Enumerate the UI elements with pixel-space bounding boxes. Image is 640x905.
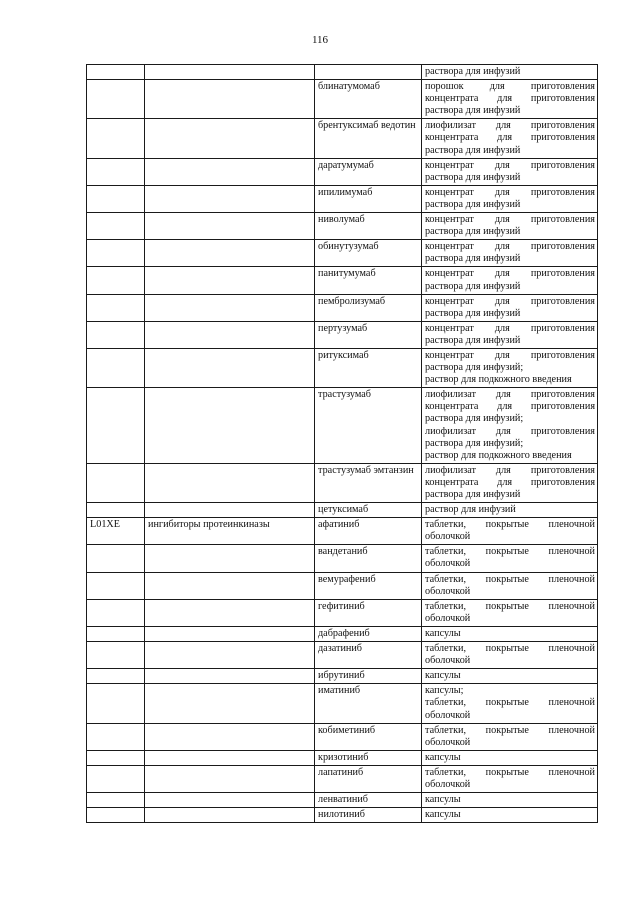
drug-name-cell: ленватиниб <box>315 793 422 808</box>
drug-name-cell: ритуксимаб <box>315 348 422 387</box>
dosage-form-cell: концентрат для приготовления раствора для инфузий <box>422 321 598 348</box>
dosage-form-cell: капсулы <box>422 669 598 684</box>
drug-name-cell: кризотиниб <box>315 750 422 765</box>
drug-name-cell: блинатумомаб <box>315 80 422 119</box>
group-name-cell <box>145 267 315 294</box>
drug-name-cell: панитумумаб <box>315 267 422 294</box>
drug-name-cell: дабрафениб <box>315 626 422 641</box>
atc-code-cell <box>87 765 145 792</box>
dosage-form-cell: раствора для инфузий <box>422 65 598 80</box>
atc-code-cell <box>87 669 145 684</box>
group-name-cell <box>145 669 315 684</box>
dosage-form-cell: лиофилизат для приготовления концентрата для приготовления раствора для инфузий <box>422 119 598 158</box>
dosage-form-cell: таблетки, покрытые пленочной оболочкой <box>422 765 598 792</box>
group-name-cell <box>145 213 315 240</box>
dosage-form-cell: раствор для инфузий <box>422 503 598 518</box>
drug-table <box>86 64 598 823</box>
dosage-form-cell: таблетки, покрытые пленочной оболочкой <box>422 572 598 599</box>
table-row <box>87 765 598 792</box>
atc-code-cell <box>87 65 145 80</box>
dosage-form-cell: капсулы <box>422 626 598 641</box>
dosage-form-cell: таблетки, покрытые пленочной оболочкой <box>422 518 598 545</box>
atc-code-cell <box>87 503 145 518</box>
dosage-form-cell: лиофилизат для приготовления концентрата для приготовления раствора для инфузий; лиофилизат для приготовления раствора для инфузий; раствор для подкожного введения <box>422 388 598 464</box>
atc-code-cell <box>87 750 145 765</box>
table-row <box>87 669 598 684</box>
dosage-form-cell: таблетки, покрытые пленочной оболочкой <box>422 599 598 626</box>
table-row <box>87 545 598 572</box>
table-row <box>87 723 598 750</box>
atc-code-cell <box>87 626 145 641</box>
atc-code-cell <box>87 240 145 267</box>
drug-name-cell: брентуксимаб ведотин <box>315 119 422 158</box>
group-name-cell <box>145 119 315 158</box>
table-row <box>87 518 598 545</box>
drug-name-cell: пембролизумаб <box>315 294 422 321</box>
drug-name-cell: ипилимумаб <box>315 185 422 212</box>
dosage-form-cell: концентрат для приготовления раствора для инфузий <box>422 240 598 267</box>
table-row <box>87 158 598 185</box>
table-row <box>87 185 598 212</box>
table-row <box>87 388 598 464</box>
group-name-cell <box>145 684 315 723</box>
atc-code-cell <box>87 158 145 185</box>
table-body <box>87 65 598 823</box>
atc-code-cell <box>87 267 145 294</box>
group-name-cell <box>145 793 315 808</box>
drug-name-cell: афатиниб <box>315 518 422 545</box>
drug-name-cell: ниволумаб <box>315 213 422 240</box>
dosage-form-cell: капсулы <box>422 793 598 808</box>
atc-code-cell <box>87 599 145 626</box>
group-name-cell <box>145 65 315 80</box>
dosage-form-cell: таблетки, покрытые пленочной оболочкой <box>422 545 598 572</box>
group-name-cell <box>145 348 315 387</box>
dosage-form-cell: концентрат для приготовления раствора для инфузий <box>422 294 598 321</box>
table-row <box>87 240 598 267</box>
table-row <box>87 65 598 80</box>
group-name-cell <box>145 599 315 626</box>
group-name-cell <box>145 808 315 823</box>
dosage-form-cell: капсулы <box>422 750 598 765</box>
table-row <box>87 80 598 119</box>
drug-name-cell: гефитиниб <box>315 599 422 626</box>
drug-name-cell: иматиниб <box>315 684 422 723</box>
atc-code-cell <box>87 80 145 119</box>
dosage-form-cell: концентрат для приготовления раствора для инфузий <box>422 213 598 240</box>
dosage-form-cell: таблетки, покрытые пленочной оболочкой <box>422 642 598 669</box>
table-row <box>87 463 598 502</box>
dosage-form-cell: капсулы <box>422 808 598 823</box>
atc-code-cell <box>87 572 145 599</box>
table-row <box>87 348 598 387</box>
group-name-cell <box>145 545 315 572</box>
group-name-cell <box>145 294 315 321</box>
table-row <box>87 572 598 599</box>
drug-name-cell: ибрутиниб <box>315 669 422 684</box>
table-row <box>87 213 598 240</box>
table-row <box>87 599 598 626</box>
drug-name-cell <box>315 65 422 80</box>
drug-name-cell: дазатиниб <box>315 642 422 669</box>
drug-name-cell: трастузумаб эмтанзин <box>315 463 422 502</box>
table-row <box>87 750 598 765</box>
group-name-cell <box>145 572 315 599</box>
table-row <box>87 321 598 348</box>
dosage-form-cell: концентрат для приготовления раствора для инфузий <box>422 158 598 185</box>
group-name-cell <box>145 503 315 518</box>
drug-name-cell: цетуксимаб <box>315 503 422 518</box>
atc-code-cell <box>87 294 145 321</box>
group-name-cell <box>145 750 315 765</box>
group-name-cell <box>145 158 315 185</box>
group-name-cell <box>145 723 315 750</box>
dosage-form-cell: лиофилизат для приготовления концентрата для приготовления раствора для инфузий <box>422 463 598 502</box>
atc-code-cell <box>87 119 145 158</box>
drug-name-cell: трастузумаб <box>315 388 422 464</box>
atc-code-cell <box>87 213 145 240</box>
atc-code-cell <box>87 808 145 823</box>
atc-code-cell <box>87 642 145 669</box>
atc-code-cell <box>87 321 145 348</box>
table-row <box>87 793 598 808</box>
drug-name-cell: вандетаниб <box>315 545 422 572</box>
group-name-cell: ингибиторы протеинкиназы <box>145 518 315 545</box>
atc-code-cell <box>87 348 145 387</box>
table-row <box>87 294 598 321</box>
group-name-cell <box>145 185 315 212</box>
group-name-cell <box>145 463 315 502</box>
atc-code-cell <box>87 463 145 502</box>
drug-name-cell: лапатиниб <box>315 765 422 792</box>
atc-code-cell <box>87 793 145 808</box>
group-name-cell <box>145 626 315 641</box>
dosage-form-cell: концентрат для приготовления раствора для инфузий; раствор для подкожного введения <box>422 348 598 387</box>
dosage-form-cell: капсулы; таблетки, покрытые пленочной оболочкой <box>422 684 598 723</box>
table-row <box>87 626 598 641</box>
table-row <box>87 503 598 518</box>
dosage-form-cell: концентрат для приготовления раствора для инфузий <box>422 267 598 294</box>
group-name-cell <box>145 642 315 669</box>
dosage-form-cell: концентрат для приготовления раствора для инфузий <box>422 185 598 212</box>
drug-name-cell: кобиметиниб <box>315 723 422 750</box>
table-row <box>87 267 598 294</box>
table-row <box>87 808 598 823</box>
drug-name-cell: нилотиниб <box>315 808 422 823</box>
table-row <box>87 684 598 723</box>
atc-code-cell <box>87 185 145 212</box>
group-name-cell <box>145 240 315 267</box>
atc-code-cell <box>87 545 145 572</box>
dosage-form-cell: порошок для приготовления концентрата для приготовления раствора для инфузий <box>422 80 598 119</box>
drug-name-cell: обинутузумаб <box>315 240 422 267</box>
drug-name-cell: пертузумаб <box>315 321 422 348</box>
group-name-cell <box>145 765 315 792</box>
atc-code-cell <box>87 723 145 750</box>
atc-code-cell: L01XE <box>87 518 145 545</box>
page-number: 116 <box>311 34 329 46</box>
group-name-cell <box>145 80 315 119</box>
drug-name-cell: вемурафениб <box>315 572 422 599</box>
group-name-cell <box>145 388 315 464</box>
dosage-form-cell: таблетки, покрытые пленочной оболочкой <box>422 723 598 750</box>
atc-code-cell <box>87 388 145 464</box>
table-row <box>87 642 598 669</box>
drug-name-cell: даратумумаб <box>315 158 422 185</box>
atc-code-cell <box>87 684 145 723</box>
table-row <box>87 119 598 158</box>
group-name-cell <box>145 321 315 348</box>
